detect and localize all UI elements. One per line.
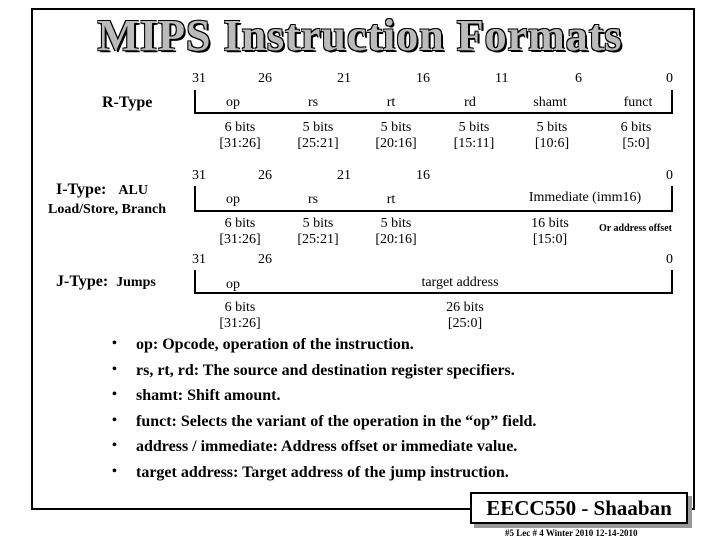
rtype-bitpos-21: 21 <box>337 71 351 86</box>
itype-bitpos-16: 16 <box>416 168 430 183</box>
itype-label-sub: Load/Store, Branch <box>48 202 166 217</box>
rtype-field-funct: funct <box>623 95 653 110</box>
rtype-left-bracket <box>194 90 196 114</box>
slide-frame <box>31 8 695 510</box>
rtype-range-rt: [20:16] <box>375 136 417 151</box>
itype-label <box>56 181 148 199</box>
itype-range-op: [31:26] <box>219 232 261 247</box>
itype-range-immediate: [15:0] <box>532 232 568 247</box>
jtype-bitpos-26: 26 <box>258 252 272 267</box>
jtype-range-op: [31:26] <box>219 316 261 331</box>
rtype-field-op: op <box>226 95 240 110</box>
rtype-range-funct: [5:0] <box>622 136 650 151</box>
slide-title: MIPS Instruction Formats <box>97 11 623 60</box>
rtype-bits-shamt: 5 bits <box>536 120 568 135</box>
rtype-field-rd: rd <box>464 95 476 110</box>
rtype-range-op: [31:26] <box>219 136 261 151</box>
rtype-bits-rt: 5 bits <box>380 120 412 135</box>
itype-baseline <box>194 210 673 212</box>
rtype-bitpos-26: 26 <box>258 71 272 86</box>
itype-bits-rs: 5 bits <box>302 216 334 231</box>
rtype-range-shamt: [10:6] <box>534 136 570 151</box>
rtype-bits-rd: 5 bits <box>458 120 490 135</box>
rtype-field-shamt: shamt <box>533 95 567 110</box>
bullet-icon: • <box>112 361 117 377</box>
jtype-field-op: op <box>226 277 240 292</box>
jtype-label-sub: Jumps <box>116 275 156 290</box>
jtype-field-target: target address <box>421 275 499 290</box>
jtype-range-target: [25:0] <box>447 316 483 331</box>
itype-offset-note: Or address offset <box>599 223 672 234</box>
course-badge <box>470 492 688 524</box>
jtype-label <box>56 273 156 291</box>
rtype-bits-funct: 6 bits <box>620 120 652 135</box>
itype-label-main: I-Type: <box>56 181 107 198</box>
bullet-icon: • <box>112 336 117 351</box>
rtype-baseline <box>194 112 673 114</box>
itype-left-bracket <box>194 186 196 212</box>
itype-label-alu: ALU <box>118 183 148 198</box>
jtype-bitpos-0: 0 <box>666 252 673 267</box>
rtype-range-rd: [15:11] <box>453 136 495 151</box>
rtype-field-rs: rs <box>307 95 319 110</box>
rtype-bitpos-16: 16 <box>416 71 430 86</box>
bullet-text: op: Opcode, operation of the instruction. <box>136 336 414 353</box>
bullet-icon: • <box>112 412 117 428</box>
rtype-bitpos-11: 11 <box>495 71 509 86</box>
itype-bits-op: 6 bits <box>224 216 256 231</box>
jtype-bitpos-31: 31 <box>192 252 206 267</box>
rtype-bitpos-6: 6 <box>575 71 582 86</box>
bullet-text: target address: Target address of the jump instruction. <box>136 463 509 481</box>
itype-range-rt: [20:16] <box>375 232 417 247</box>
itype-bits-immediate: 16 bits <box>531 216 569 231</box>
itype-bitpos-0: 0 <box>666 168 673 183</box>
bullet-icon: • <box>112 438 117 454</box>
rtype-bits-rs: 5 bits <box>302 120 334 135</box>
bullet-text: shamt: Shift amount. <box>136 387 281 405</box>
itype-bits-rt: 5 bits <box>380 216 412 231</box>
jtype-left-bracket <box>194 270 196 294</box>
itype-right-bracket <box>671 186 673 212</box>
bullet-text: rs, rt, rd: The source and destination register specifiers. <box>136 361 515 379</box>
rtype-bits-op: 6 bits <box>224 120 256 135</box>
itype-field-op: op <box>226 192 240 207</box>
jtype-bits-target: 26 bits <box>446 300 484 315</box>
rtype-label: R-Type <box>102 94 153 111</box>
bullet-text: address / immediate: Address offset or immediate value. <box>136 438 518 456</box>
bullet-icon: • <box>112 463 117 479</box>
itype-bitpos-21: 21 <box>337 168 351 183</box>
jtype-baseline <box>194 292 673 294</box>
rtype-bitpos-31: 31 <box>192 71 206 86</box>
rtype-bitpos-0: 0 <box>666 71 673 86</box>
itype-field-immediate: Immediate (imm16) <box>528 190 642 205</box>
jtype-label-main: J-Type: <box>56 273 109 290</box>
itype-range-rs: [25:21] <box>297 232 339 247</box>
itype-field-rt: rt <box>386 192 396 207</box>
rtype-range-rs: [25:21] <box>297 136 339 151</box>
jtype-right-bracket <box>671 270 673 294</box>
rtype-field-rt: rt <box>386 95 396 110</box>
lecture-footnote: #5 Lec # 4 Winter 2010 12-14-2010 <box>505 528 638 538</box>
jtype-bits-op: 6 bits <box>224 300 256 315</box>
bullet-icon: • <box>112 387 117 403</box>
bullet-text: funct: Selects the variant of the operation in the “op” field. <box>136 412 537 430</box>
rtype-right-bracket <box>671 90 673 114</box>
itype-bitpos-26: 26 <box>258 168 272 183</box>
course-badge-text: EECC550 - Shaaban <box>486 496 672 520</box>
itype-bitpos-31: 31 <box>192 168 206 183</box>
itype-field-rs: rs <box>307 192 319 207</box>
